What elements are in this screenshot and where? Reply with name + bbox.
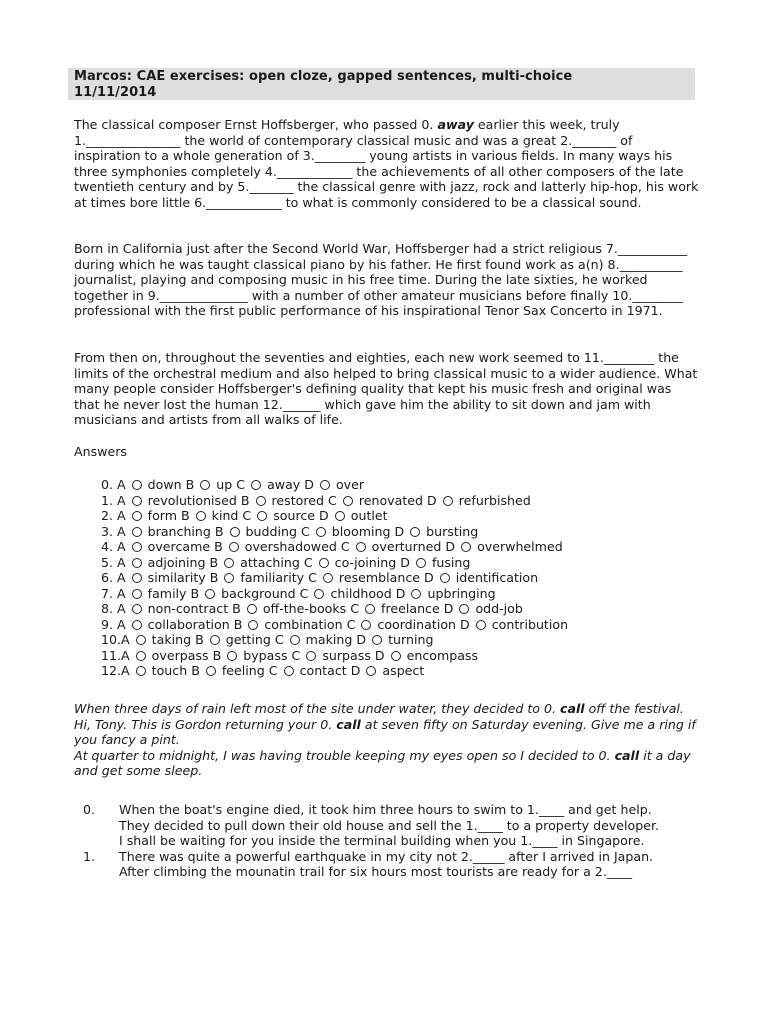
radio-option-a[interactable] xyxy=(132,511,142,521)
answer-number: 2. A xyxy=(101,508,130,523)
cloze-paragraph-1: The classical composer Ernst Hoffsberger, who passed 0. away earlier this week, truly 1._______________ the world of contemporary classical music and was a great 2._______ of inspiration to a whole generation of 3.________ young artists in various fields. In many ways his three symphonies completely 4.____________ the achievements of all other composers of the late twentieth century and by 5._______ the classical genre with jazz, rock and latterly hip-hop, his work at times bore little 6.____________ to what is commonly considered to be a classical sound. xyxy=(74,117,699,210)
cloze-paragraph-3: From then on, throughout the seventies and eighties, each new work seemed to 11.________ the limits of the orchestral medium and also helped to bring classical music to a wider audience. What many people consider Hoffsberger's defining quality that kept his music fresh and original was that he never lost the human 12.______ which gave him the ability to sit down and jam with musicians and artists from all walks of life. xyxy=(74,350,698,428)
option-text: co-joining D xyxy=(330,554,414,570)
radio-option-a[interactable] xyxy=(136,635,146,645)
document-header xyxy=(68,68,695,100)
radio-option-a[interactable] xyxy=(132,573,142,583)
radio-option-c[interactable] xyxy=(257,511,267,521)
radio-option-b[interactable] xyxy=(205,589,215,599)
option-text: similarity B xyxy=(143,570,223,585)
answer-number: 4. A xyxy=(101,539,130,554)
option-text: encompass xyxy=(402,647,479,663)
radio-option-a[interactable] xyxy=(132,480,142,490)
answer-number: 6. A xyxy=(101,570,130,585)
answer-row xyxy=(101,663,568,679)
radio-option-a[interactable] xyxy=(132,589,142,599)
radio-option-d[interactable] xyxy=(440,573,450,583)
option-text: overwhelmed xyxy=(473,539,563,554)
radio-option-a[interactable] xyxy=(132,558,142,568)
answer-row xyxy=(101,555,568,571)
radio-option-b[interactable] xyxy=(248,620,258,630)
radio-option-c[interactable] xyxy=(319,558,329,568)
answer-row xyxy=(101,617,568,633)
option-text: bypass C xyxy=(239,647,305,663)
option-text: non-contract B xyxy=(143,601,245,616)
option-text: attaching C xyxy=(236,554,317,570)
radio-option-c[interactable] xyxy=(314,589,324,599)
answer-row xyxy=(101,570,568,586)
radio-option-d[interactable] xyxy=(320,480,330,490)
answer-number: 8. A xyxy=(101,601,130,616)
option-text: odd-job xyxy=(471,601,523,616)
option-text: contact D xyxy=(295,663,365,678)
radio-option-b[interactable] xyxy=(224,573,234,583)
option-text: background C xyxy=(217,585,313,601)
answers-list xyxy=(101,477,568,679)
radio-option-a[interactable] xyxy=(132,620,142,630)
option-text: collaboration B xyxy=(143,616,247,632)
gapped-sentences-list xyxy=(83,802,701,880)
option-text: coordination D xyxy=(373,616,474,632)
header-title: Marcos: CAE exercises: open cloze, gapped sentences, multi-choice xyxy=(74,69,573,84)
radio-option-b[interactable] xyxy=(230,527,240,537)
gapped-sentence: After climbing the mounatin trail for six hours most tourists are ready for a 2.____ xyxy=(119,864,633,879)
option-text: turning xyxy=(384,632,434,647)
radio-option-b[interactable] xyxy=(200,480,210,490)
option-text: bursting xyxy=(422,523,479,539)
answer-row xyxy=(101,477,568,493)
option-text: identification xyxy=(451,570,539,585)
option-text: renovated D xyxy=(354,492,441,508)
gapped-item xyxy=(83,802,701,849)
answer-number: 0. A xyxy=(101,477,130,492)
option-text: overturned D xyxy=(367,539,460,554)
radio-option-d[interactable] xyxy=(366,666,376,676)
option-text: source D xyxy=(269,508,333,523)
gapped-item xyxy=(83,848,701,880)
gapped-example xyxy=(74,701,700,779)
radio-option-c[interactable] xyxy=(284,666,294,676)
option-text: branching B xyxy=(143,523,228,539)
option-text: combination C xyxy=(260,616,360,632)
option-text: budding C xyxy=(241,523,314,539)
radio-option-b[interactable] xyxy=(206,666,216,676)
option-text: off-the-books C xyxy=(258,601,364,616)
radio-option-a[interactable] xyxy=(136,666,146,676)
radio-option-b[interactable] xyxy=(224,558,234,568)
answer-row xyxy=(101,648,568,664)
radio-option-c[interactable] xyxy=(290,635,300,645)
radio-option-b[interactable] xyxy=(247,604,257,614)
gapped-number: 0. xyxy=(83,802,96,817)
radio-option-b[interactable] xyxy=(196,511,206,521)
option-text: surpass D xyxy=(318,647,389,663)
radio-option-d[interactable] xyxy=(391,651,401,661)
option-text: fusing xyxy=(427,554,471,570)
answer-row xyxy=(101,493,568,509)
option-text: down B xyxy=(143,477,199,492)
option-text: adjoining B xyxy=(143,554,223,570)
answer-number: 7. A xyxy=(101,585,130,601)
radio-option-d[interactable] xyxy=(476,620,486,630)
option-text: touch B xyxy=(147,663,204,678)
gapped-sentence: They decided to pull down their old house and sell the 1.____ to a property developer. xyxy=(119,817,659,833)
answer-row xyxy=(101,539,568,555)
radio-option-b[interactable] xyxy=(210,635,220,645)
answer-number: 3. A xyxy=(101,523,130,539)
option-text: taking B xyxy=(147,632,208,647)
radio-option-d[interactable] xyxy=(459,604,469,614)
option-text: up C xyxy=(212,477,250,492)
option-text: restored C xyxy=(267,492,341,508)
radio-option-c[interactable] xyxy=(365,604,375,614)
answer-number: 12.A xyxy=(101,663,134,678)
answer-row xyxy=(101,632,568,648)
radio-option-c[interactable] xyxy=(251,480,261,490)
radio-option-a[interactable] xyxy=(132,542,142,552)
option-text: making D xyxy=(301,632,371,647)
gapped-sentence: When the boat's engine died, it took him three hours to swim to 1.____ and get help. xyxy=(119,802,652,817)
option-text: resemblance D xyxy=(334,570,438,585)
option-text: aspect xyxy=(378,663,425,678)
option-text: kind C xyxy=(207,508,256,523)
option-text: overcame B xyxy=(143,539,227,554)
gapped-sentence: I shall be waiting for you inside the terminal building when you 1.____ in Singapore. xyxy=(119,833,645,848)
radio-option-a[interactable] xyxy=(136,651,146,661)
option-text: overpass B xyxy=(147,647,226,663)
answers-heading: Answers xyxy=(74,444,127,459)
radio-option-d[interactable] xyxy=(335,511,345,521)
answer-number: 11.A xyxy=(101,647,134,663)
radio-option-b[interactable] xyxy=(256,496,266,506)
radio-option-c[interactable] xyxy=(323,573,333,583)
option-text: over xyxy=(331,477,365,492)
option-text: overshadowed C xyxy=(240,539,354,554)
example-sentence: When three days of rain left most of the site under water, they decided to 0. call off the festival. xyxy=(74,701,684,716)
option-text: familiarity C xyxy=(236,570,321,585)
answer-number: 9. A xyxy=(101,616,130,632)
radio-option-c[interactable] xyxy=(361,620,371,630)
option-text: getting C xyxy=(221,632,288,647)
answer-row xyxy=(101,524,568,540)
radio-option-d[interactable] xyxy=(461,542,471,552)
radio-option-a[interactable] xyxy=(132,604,142,614)
radio-option-d[interactable] xyxy=(443,496,453,506)
answer-row xyxy=(101,508,568,524)
radio-option-d[interactable] xyxy=(411,589,421,599)
option-text: form B xyxy=(143,508,194,523)
radio-option-a[interactable] xyxy=(132,496,142,506)
radio-option-d[interactable] xyxy=(410,527,420,537)
header-date: 11/11/2014 xyxy=(74,84,157,100)
answer-number: 10.A xyxy=(101,632,134,647)
radio-option-b[interactable] xyxy=(227,651,237,661)
option-text: outlet xyxy=(346,508,388,523)
radio-option-d[interactable] xyxy=(372,635,382,645)
answer-number: 5. A xyxy=(101,554,130,570)
option-text: blooming D xyxy=(327,523,409,539)
option-text: feeling C xyxy=(217,663,282,678)
radio-option-c[interactable] xyxy=(356,542,366,552)
option-text: family B xyxy=(143,585,204,601)
option-text: away D xyxy=(263,477,318,492)
radio-option-c[interactable] xyxy=(306,651,316,661)
option-text: contribution xyxy=(487,616,569,632)
radio-option-c[interactable] xyxy=(343,496,353,506)
example-answer: away xyxy=(437,117,474,132)
example-sentence: Hi, Tony. This is Gordon returning your 0. call at seven fifty on Saturday evening. Give me a ring if you fancy a pint. xyxy=(74,716,696,748)
radio-option-a[interactable] xyxy=(132,527,142,537)
option-text: childhood D xyxy=(326,585,410,601)
radio-option-b[interactable] xyxy=(229,542,239,552)
gapped-sentence: There was quite a powerful earthquake in my city not 2._____ after I arrived in Japan. xyxy=(119,848,654,864)
example-sentence: At quarter to midnight, I was having trouble keeping my eyes open so I decided to 0. call it a day and get some sleep. xyxy=(74,747,691,779)
gapped-number: 1. xyxy=(83,848,96,864)
cloze-paragraph-2: Born in California just after the Second World War, Hoffsberger had a strict religious 7.___________ during which he was taught classical piano by his father. He first found work as a(n) 8.__________ journalist, playing and composing music in his free time. During the late sixties, he worked together in 9.______________ with a number of other amateur musicians before finally 10.________ professional with the first public performance of his inspirational Tenor Sax Concerto in 1971. xyxy=(74,241,688,319)
option-text: upbringing xyxy=(423,585,496,601)
radio-option-c[interactable] xyxy=(316,527,326,537)
answer-number: 1. A xyxy=(101,492,130,508)
answer-row xyxy=(101,601,568,617)
answer-row xyxy=(101,586,568,602)
option-text: revolutionised B xyxy=(143,492,254,508)
option-text: freelance D xyxy=(377,601,458,616)
radio-option-d[interactable] xyxy=(416,558,426,568)
option-text: refurbished xyxy=(454,492,531,508)
